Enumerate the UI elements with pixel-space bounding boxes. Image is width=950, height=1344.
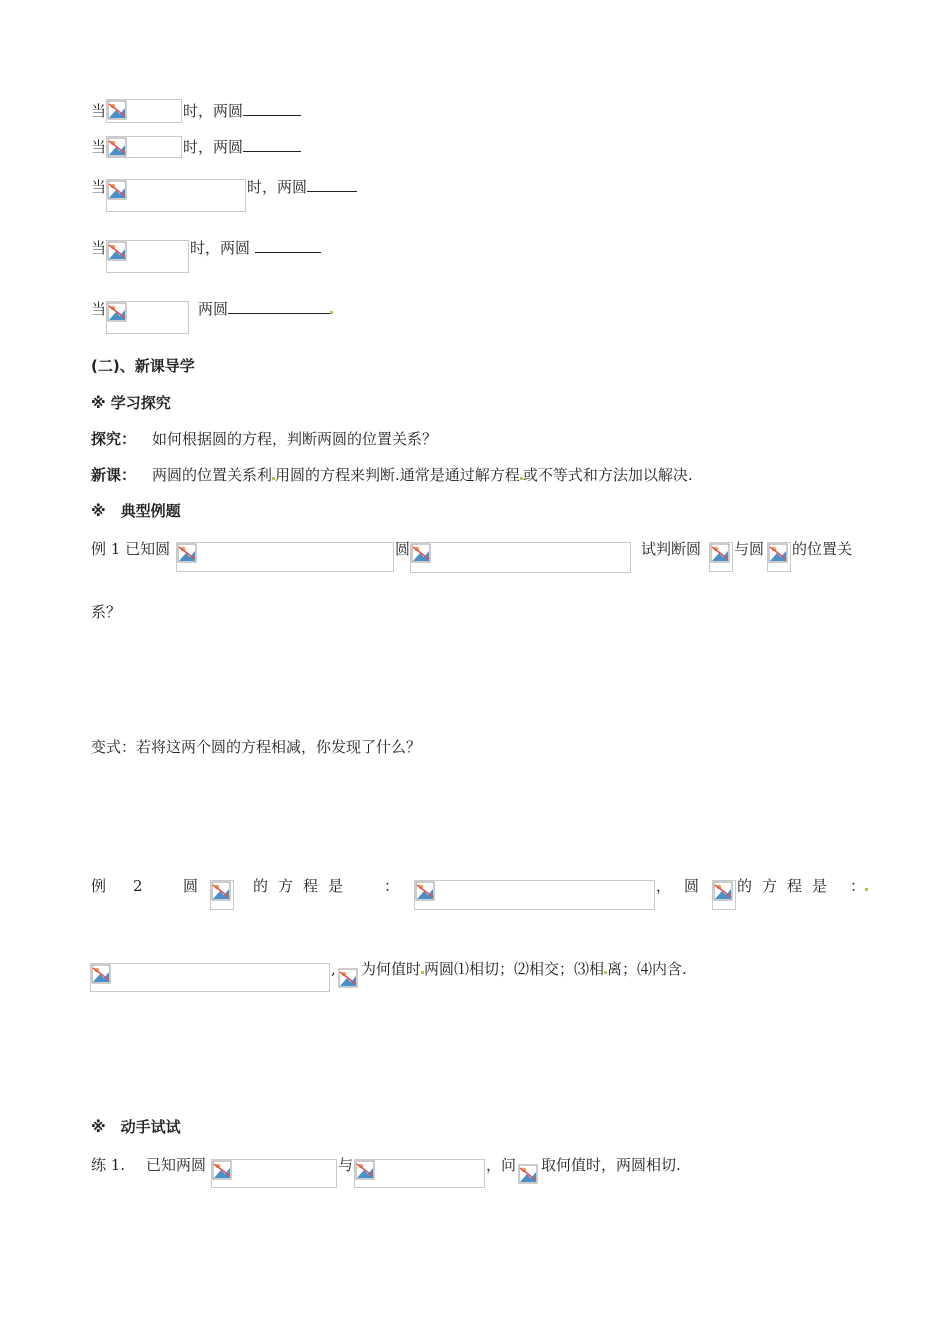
ex2-text-c: 的方程是 <box>253 877 354 895</box>
ex1-text-cont: 系？ <box>91 603 122 621</box>
ex2-line2-b: 为何值时 <box>361 960 422 978</box>
formula-image <box>176 542 394 572</box>
condition-suffix-line-3 <box>247 177 357 197</box>
formula-image <box>106 301 189 334</box>
answer-blank[interactable] <box>243 101 301 116</box>
ex2-line2-c: 两圆⑴相切；⑵相交；⑶相 <box>424 960 605 978</box>
formula-image <box>354 1159 485 1188</box>
condition-line-5 <box>91 299 106 319</box>
explore-text: 如何根据圆的方程，判断两圆的位置关系？ <box>152 430 438 448</box>
mark-dot <box>865 888 868 891</box>
newlesson-line <box>91 465 693 485</box>
broken-image-icon <box>107 241 127 261</box>
broken-image-icon <box>91 964 111 984</box>
condition-line-1 <box>91 101 106 121</box>
condition-prefix: 当 <box>91 178 107 196</box>
formula-image <box>518 1164 540 1184</box>
ex2-colon: ： <box>850 877 866 895</box>
broken-image-icon <box>338 968 358 988</box>
broken-image-icon <box>713 881 733 901</box>
formula-image <box>767 542 791 572</box>
ex1-text-c: 试判断圆 <box>641 540 702 558</box>
condition-suffix: 时，两圆 <box>247 178 308 196</box>
condition-suffix: 时，两圆 <box>190 239 251 257</box>
ex1-text-d: 与圆 <box>734 540 765 558</box>
newlesson-text-c: 或不等式和方法加以解决. <box>522 466 693 484</box>
answer-blank[interactable] <box>255 238 321 253</box>
answer-blank[interactable] <box>228 299 330 314</box>
formula-image <box>709 542 733 572</box>
ex2-text-g: 的方程是 <box>737 877 838 895</box>
formula-image <box>410 542 631 573</box>
practice1-text-a: 已知两圆 <box>146 1156 207 1174</box>
broken-image-icon <box>768 543 788 563</box>
variant-text: 变式：若将这两个圆的方程相减，你发现了什么？ <box>91 738 422 756</box>
ex1-text-e: 的位置关 <box>792 540 853 558</box>
broken-image-icon <box>107 137 127 157</box>
ex1-text-a: 例 1 已知圆 <box>91 540 171 558</box>
formula-image <box>210 880 234 910</box>
condition-suffix: 时，两圆 <box>183 138 244 156</box>
newlesson-text-b: 用圆的方程来判断.通常是通过解方程 <box>275 466 520 484</box>
broken-image-icon <box>212 1160 232 1180</box>
broken-image-icon <box>107 100 127 120</box>
condition-suffix: 两圆 <box>198 300 229 318</box>
practice1-text-d: 取何值时，两圆相切. <box>541 1156 681 1174</box>
condition-suffix-line-1 <box>183 101 301 121</box>
practice-heading: ※ 动手试试 <box>91 1118 181 1136</box>
ex2-text-b: 圆 <box>183 877 199 895</box>
ex2-line2-d: 离；⑷内含. <box>607 960 687 978</box>
broken-image-icon <box>411 543 431 563</box>
broken-image-icon <box>710 543 730 563</box>
practice1-label: 练 1. <box>91 1156 126 1174</box>
condition-suffix: 时，两圆 <box>183 102 244 120</box>
broken-image-icon <box>211 881 231 901</box>
broken-image-icon <box>107 302 127 322</box>
condition-suffix-line-2 <box>183 137 301 157</box>
broken-image-icon <box>355 1160 375 1180</box>
newlesson-text-a: 两圆的位置关系利 <box>152 466 273 484</box>
broken-image-icon <box>518 1164 538 1184</box>
practice1-text-c: ，问 <box>486 1156 517 1174</box>
formula-image <box>211 1159 337 1188</box>
practice1-text-b: 与 <box>338 1156 354 1174</box>
broken-image-icon <box>107 180 127 200</box>
mark-dot <box>330 311 333 314</box>
condition-prefix: 当 <box>91 300 107 318</box>
answer-blank[interactable] <box>307 177 357 192</box>
formula-image <box>414 880 655 910</box>
ex2-line2-a: , <box>331 960 336 978</box>
condition-line-2 <box>91 137 106 157</box>
explore-label: 探究： <box>91 430 137 448</box>
formula-image <box>106 240 189 273</box>
ex2-text-e: ， <box>656 877 672 895</box>
condition-suffix-line-4 <box>190 238 321 258</box>
broken-image-icon <box>415 881 435 901</box>
condition-line-4 <box>91 238 106 258</box>
newlesson-label: 新课： <box>91 466 137 484</box>
formula-image <box>106 179 246 212</box>
ex2-text-a: 例 2 <box>91 877 149 895</box>
ex2-text-d: ： <box>384 877 400 895</box>
section-heading: (二)、新课导学 <box>91 357 195 375</box>
formula-image <box>106 136 182 158</box>
ex1-text-b: 圆 <box>395 540 411 558</box>
explore-line <box>91 429 437 449</box>
ex2-text-f: 圆 <box>684 877 700 895</box>
ex2-line2 <box>361 959 687 979</box>
condition-prefix: 当 <box>91 138 107 156</box>
answer-blank[interactable] <box>243 137 301 152</box>
broken-image-icon <box>177 543 197 563</box>
condition-line-3 <box>91 177 106 197</box>
formula-image <box>90 963 330 992</box>
ex2-text-h <box>850 876 868 896</box>
condition-suffix-line-5 <box>198 299 333 319</box>
formula-image <box>106 99 182 123</box>
study-heading: ※ 学习探究 <box>91 394 171 412</box>
formula-image <box>712 880 736 910</box>
examples-heading: ※ 典型例题 <box>91 502 181 520</box>
condition-prefix: 当 <box>91 239 107 257</box>
condition-prefix: 当 <box>91 102 107 120</box>
formula-image <box>338 968 360 988</box>
